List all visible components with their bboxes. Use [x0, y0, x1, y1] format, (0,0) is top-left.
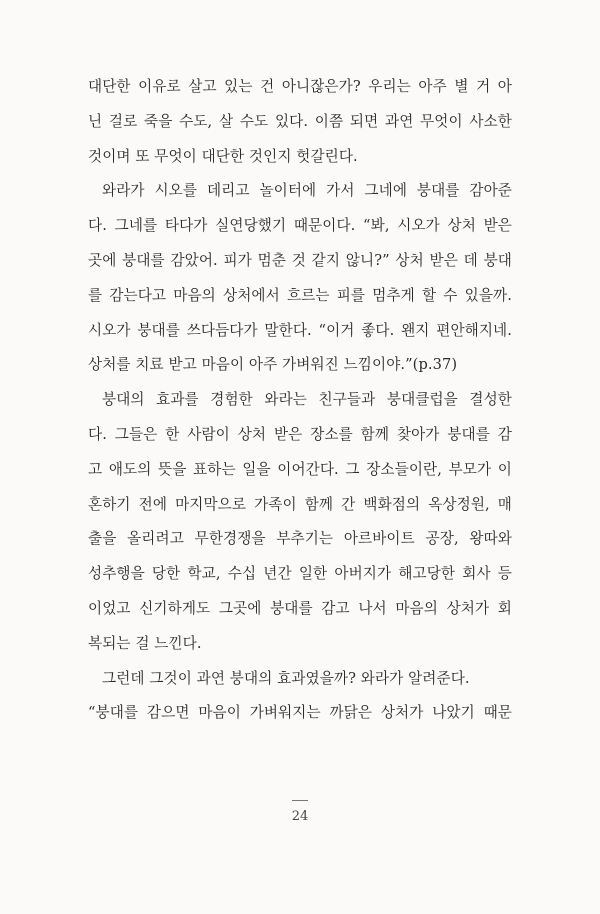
text-line: 를 감는다고 마음의 상처에서 흐르는 피를 멈추게 할 수 있을까.: [88, 286, 512, 304]
text-line: 닌 걸로 죽을 수도, 살 수도 있다. 이쯤 되면 과연 무엇이 사소한: [88, 112, 512, 130]
text-line: 이었고 신기하게도 그곳에 붕대를 감고 나서 마음의 상처가 회: [88, 599, 512, 617]
text-line: 상처를 치료 받고 마음이 아주 가벼워진 느낌이야.”(p.37): [88, 356, 458, 374]
text-line: 고 애도의 뜻을 표하는 일을 이어간다. 그 장소들이란, 부모가 이: [88, 460, 512, 478]
text-line: 다. 그들은 한 사람이 상처 받은 장소를 함께 찾아가 붕대를 감: [88, 425, 512, 443]
text-line: 붕대의 효과를 경험한 와라는 친구들과 붕대클럽을 결성한: [102, 391, 512, 409]
text-line: 복되는 걸 느낀다.: [88, 634, 202, 652]
text-line: 것이며 또 무엇이 대단한 것인지 헛갈린다.: [88, 147, 358, 165]
text-line: 혼하기 전에 마지막으로 가족이 함께 간 백화점의 옥상정원, 매: [88, 495, 512, 513]
footer-rule: [292, 800, 308, 801]
page-number: 24: [291, 809, 309, 824]
body-text: [88, 70, 512, 731]
text-line: 그런데 그것이 과연 붕대의 효과였을까? 와라가 알려준다.: [102, 669, 470, 687]
text-line: 시오가 붕대를 쓰다듬다가 말한다. “이거 좋다. 왠지 편안해지네.: [88, 321, 512, 339]
text-line: “붕대를 감으면 마음이 가벼워지는 까닭은 상처가 나았기 때문: [88, 704, 512, 722]
text-line: 출을 올리려고 무한경쟁을 부추기는 아르바이트 공장, 왕따와: [88, 530, 512, 548]
text-line: 대단한 이유로 살고 있는 건 아니잖은가? 우리는 아주 별 거 아: [88, 78, 512, 95]
text-line: 다. 그네를 타다가 실연당했기 때문이다. “봐, 시오가 상처 받은: [88, 217, 512, 235]
page-footer: [0, 800, 600, 824]
text-line: 성추행을 당한 학교, 수십 년간 일한 아버지가 해고당한 회사 등: [88, 565, 512, 583]
text-line: 와라가 시오를 데리고 놀이터에 가서 그네에 붕대를 감아준: [102, 182, 512, 200]
text-line: 곳에 붕대를 감았어. 피가 멈춘 것 같지 않니?” 상처 받은 데 붕대: [88, 251, 512, 269]
